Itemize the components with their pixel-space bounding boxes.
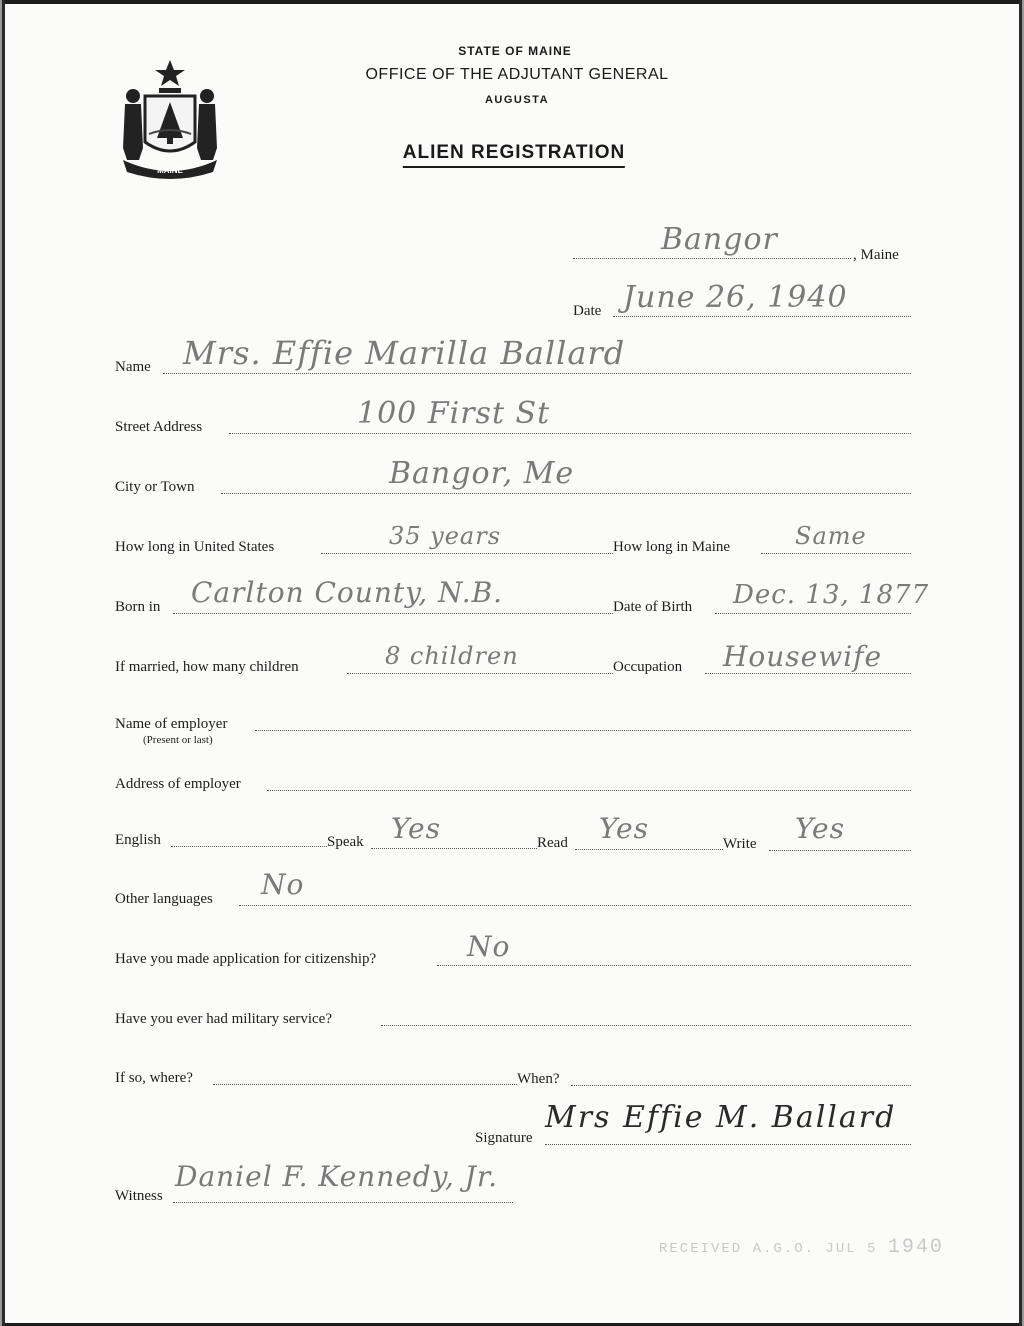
signature-line (545, 1144, 911, 1145)
city-line (221, 493, 911, 494)
born-in-label: Born in (115, 599, 161, 615)
name-value: Mrs. Effie Marilla Ballard (183, 334, 626, 372)
other-languages-value: No (261, 868, 305, 901)
signature-value: Mrs Effie M. Ballard (545, 1100, 897, 1135)
military-line (381, 1025, 911, 1026)
date-value: June 26, 1940 (623, 280, 848, 315)
employer-address-label: Address of employer (115, 776, 241, 792)
where-label: If so, where? (115, 1070, 193, 1086)
name-label: Name (115, 359, 151, 375)
other-languages-label: Other languages (115, 891, 213, 907)
witness-label: Witness (115, 1188, 163, 1204)
place-line (573, 258, 851, 259)
received-stamp (659, 1236, 944, 1259)
how-long-maine-line (761, 553, 911, 554)
date-of-birth-line (715, 613, 911, 614)
city-label: City or Town (115, 479, 195, 495)
write-label: Write (723, 836, 757, 852)
citizenship-line (437, 965, 911, 966)
occupation-value: Housewife (723, 640, 883, 673)
header-state: STATE OF MAINE (458, 44, 572, 58)
received-stamp-text: RECEIVED A.G.O. JUL 5 (659, 1241, 878, 1257)
street-address-value: 100 First St (357, 396, 551, 431)
maine-label: , Maine (853, 247, 899, 263)
svg-text:MAINE: MAINE (157, 166, 183, 175)
employer-address-line (267, 790, 911, 791)
street-address-label: Street Address (115, 419, 203, 435)
born-in-value: Carlton County, N.B. (191, 576, 504, 609)
employer-name-label: Name of employer (115, 716, 228, 732)
children-value: 8 children (385, 642, 519, 670)
street-address-line (229, 433, 911, 434)
how-long-maine-label: How long in Maine (613, 539, 731, 555)
when-label: When? (517, 1071, 560, 1087)
occupation-line (705, 673, 911, 674)
date-line (613, 316, 911, 317)
military-label: Have you ever had military service? (115, 1011, 332, 1027)
form-title: ALIEN REGISTRATION (403, 142, 625, 168)
born-in-line (173, 613, 613, 614)
when-line (571, 1085, 911, 1086)
citizenship-value: No (467, 930, 511, 963)
read-label: Read (537, 835, 568, 851)
date-of-birth-label: Date of Birth (613, 599, 693, 615)
write-value: Yes (795, 812, 845, 845)
speak-label: Speak (327, 834, 364, 850)
how-long-us-value: 35 years (389, 522, 502, 550)
received-stamp-year: 1940 (887, 1236, 944, 1259)
children-label: If married, how many children (115, 659, 299, 675)
place-value: Bangor (661, 222, 778, 257)
registration-form (2, 0, 1022, 1326)
english-label: English (115, 832, 161, 848)
where-line (213, 1084, 517, 1085)
header-office: OFFICE OF THE ADJUTANT GENERAL (365, 66, 669, 83)
other-languages-line (239, 905, 911, 906)
date-of-birth-value: Dec. 13, 1877 (733, 580, 930, 610)
read-line (575, 849, 723, 850)
how-long-us-label: How long in United States (115, 539, 275, 555)
read-value: Yes (599, 812, 649, 845)
occupation-label: Occupation (613, 659, 683, 675)
english-line (171, 846, 327, 847)
name-line (163, 373, 911, 374)
signature-label: Signature (475, 1130, 533, 1146)
witness-line (173, 1202, 513, 1203)
write-line (769, 850, 911, 851)
speak-line (371, 848, 537, 849)
citizenship-label: Have you made application for citizenship? (115, 951, 377, 967)
date-label: Date (573, 303, 602, 319)
employer-name-line (255, 730, 911, 731)
speak-value: Yes (391, 812, 441, 845)
how-long-us-line (321, 553, 613, 554)
maine-state-seal-icon (115, 56, 225, 180)
employer-note: (Present or last) (143, 734, 213, 746)
city-value: Bangor, Me (389, 456, 575, 491)
children-line (347, 673, 613, 674)
how-long-maine-value: Same (795, 522, 867, 550)
header-city: AUGUSTA (484, 94, 550, 106)
top-border (5, 0, 1019, 4)
witness-value: Daniel F. Kennedy, Jr. (175, 1160, 499, 1193)
